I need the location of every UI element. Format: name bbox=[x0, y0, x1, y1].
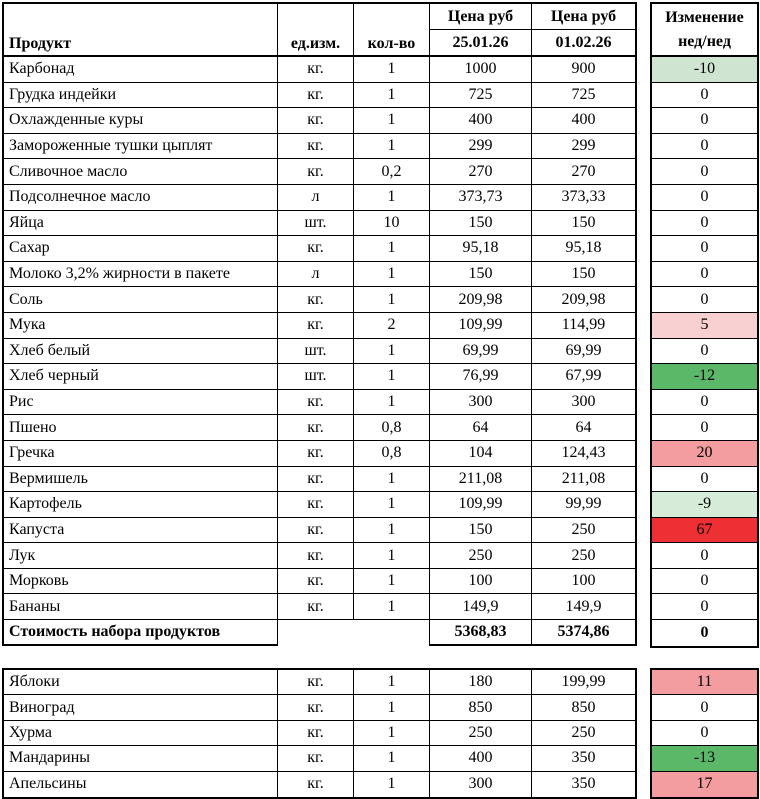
product-cell: Хлеб черный bbox=[4, 364, 278, 390]
price-new-cell: 150 bbox=[532, 211, 635, 237]
change-cell: -12 bbox=[652, 364, 757, 390]
product-cell: Бананы bbox=[4, 594, 278, 620]
qty-cell: 1 bbox=[354, 83, 430, 109]
unit-cell: кг. bbox=[278, 518, 354, 544]
price-old-cell: 76,99 bbox=[430, 364, 532, 390]
price-old-cell: 300 bbox=[430, 390, 532, 416]
product-cell: Замороженные тушки цыплят bbox=[4, 134, 278, 160]
price-old-cell: 64 bbox=[430, 415, 532, 441]
qty-cell: 1 bbox=[354, 518, 430, 544]
product-cell: Пшено bbox=[4, 415, 278, 441]
unit-cell: кг. bbox=[278, 721, 354, 746]
price-new-cell: 114,99 bbox=[532, 313, 635, 339]
change-cell: 0 bbox=[652, 185, 757, 211]
col-header-change-line1: Изменение bbox=[665, 9, 744, 27]
price-new-cell: 95,18 bbox=[532, 236, 635, 262]
price-new-cell: 299 bbox=[532, 134, 635, 160]
price-old-cell: 300 bbox=[430, 772, 532, 797]
product-cell: Вермишель bbox=[4, 467, 278, 493]
price-old-cell: 373,73 bbox=[430, 185, 532, 211]
col-header-date-new: 01.02.26 bbox=[532, 30, 635, 57]
product-cell: Хлеб белый bbox=[4, 339, 278, 365]
col-header-product: Продукт bbox=[4, 4, 278, 57]
unit-cell: л bbox=[278, 185, 354, 211]
price-old-cell: 725 bbox=[430, 83, 532, 109]
qty-cell: 1 bbox=[354, 467, 430, 493]
price-old-cell: 250 bbox=[430, 543, 532, 569]
product-cell: Подсолнечное масло bbox=[4, 185, 278, 211]
price-new-cell: 64 bbox=[532, 415, 635, 441]
product-cell: Охлажденные куры bbox=[4, 108, 278, 134]
unit-cell: кг. bbox=[278, 594, 354, 620]
qty-cell: 1 bbox=[354, 670, 430, 695]
unit-cell: кг. bbox=[278, 441, 354, 467]
change-column bbox=[650, 2, 759, 648]
qty-cell: 1 bbox=[354, 746, 430, 771]
price-new-cell: 350 bbox=[532, 746, 635, 771]
product-cell: Мука bbox=[4, 313, 278, 339]
change-cell: 0 bbox=[652, 569, 757, 595]
total-empty-unit-cell bbox=[278, 620, 354, 646]
price-old-cell: 250 bbox=[430, 721, 532, 746]
change-cell: 17 bbox=[652, 772, 757, 797]
price-new-cell: 100 bbox=[532, 569, 635, 595]
price-old-cell: 850 bbox=[430, 695, 532, 720]
price-old-cell: 109,99 bbox=[430, 313, 532, 339]
change-cell: 0 bbox=[652, 159, 757, 185]
change-cell: 0 bbox=[652, 211, 757, 237]
unit-cell: кг. bbox=[278, 492, 354, 518]
unit-cell: кг. bbox=[278, 467, 354, 493]
product-cell: Морковь bbox=[4, 569, 278, 595]
price-old-cell: 299 bbox=[430, 134, 532, 160]
price-old-cell: 150 bbox=[430, 211, 532, 237]
change-cell: 0 bbox=[652, 262, 757, 288]
price-new-cell: 373,33 bbox=[532, 185, 635, 211]
unit-cell: кг. bbox=[278, 236, 354, 262]
unit-cell: кг. bbox=[278, 287, 354, 313]
price-new-cell: 350 bbox=[571, 775, 596, 793]
unit-cell: кг. bbox=[278, 313, 354, 339]
product-cell: Картофель bbox=[4, 492, 278, 518]
change-cell: 0 bbox=[652, 134, 757, 160]
col-header-qty: кол-во bbox=[354, 4, 430, 57]
col-header-price-new: Цена руб bbox=[532, 4, 635, 30]
price-new-cell: 149,9 bbox=[532, 594, 635, 620]
price-new-cell: 250 bbox=[532, 518, 635, 544]
col-header-price-old: Цена руб bbox=[430, 4, 532, 30]
price-old-cell: 69,99 bbox=[430, 339, 532, 365]
price-new-cell: 300 bbox=[532, 390, 635, 416]
change-cell: -10 bbox=[652, 57, 757, 83]
qty-cell: 1 bbox=[354, 262, 430, 288]
total-label-cell: Стоимость набора продуктов bbox=[4, 620, 278, 646]
product-cell: Сливочное масло bbox=[4, 159, 278, 185]
price-old-cell: 100 bbox=[430, 569, 532, 595]
unit-cell: шт. bbox=[278, 339, 354, 365]
product-cell: Капуста bbox=[4, 518, 278, 544]
main-price-table bbox=[2, 2, 637, 646]
col-header-unit: ед.изм. bbox=[278, 4, 354, 57]
price-new-cell: 270 bbox=[532, 159, 635, 185]
product-cell: Апельсины bbox=[4, 772, 278, 797]
qty-cell: 0,8 bbox=[354, 441, 430, 467]
product-cell: Гречка bbox=[4, 441, 278, 467]
change-cell: 0 bbox=[652, 415, 757, 441]
price-old-cell: 109,99 bbox=[430, 492, 532, 518]
change-cell: 0 bbox=[652, 339, 757, 365]
total-price-new-cell: 5374,86 bbox=[532, 620, 635, 646]
product-cell: Карбонад bbox=[4, 57, 278, 83]
unit-cell: кг. bbox=[278, 159, 354, 185]
fruit-price-table bbox=[2, 668, 637, 799]
fruit-change-column bbox=[650, 668, 759, 799]
total-price-old-cell: 5368,83 bbox=[430, 620, 532, 646]
change-cell: 0 bbox=[652, 721, 757, 746]
product-cell: Виноград bbox=[4, 695, 278, 720]
product-cell: Лук bbox=[4, 543, 278, 569]
qty-cell: 10 bbox=[354, 211, 430, 237]
price-old-cell: 209,98 bbox=[430, 287, 532, 313]
unit-cell: кг. bbox=[278, 134, 354, 160]
change-cell: 67 bbox=[652, 518, 757, 544]
price-old-cell: 400 bbox=[430, 108, 532, 134]
qty-cell: 1 bbox=[354, 569, 430, 595]
unit-cell: кг. bbox=[278, 695, 354, 720]
qty-cell: 0,2 bbox=[354, 159, 430, 185]
change-cell: 0 bbox=[652, 594, 757, 620]
price-new-cell: 900 bbox=[532, 57, 635, 83]
qty-cell: 1 bbox=[354, 57, 430, 83]
col-header-change bbox=[652, 4, 757, 57]
qty-cell: 1 bbox=[354, 287, 430, 313]
col-header-date-old: 25.01.26 bbox=[430, 30, 532, 57]
price-new-cell: 400 bbox=[532, 108, 635, 134]
qty-cell: 1 bbox=[354, 695, 430, 720]
qty-cell: 1 bbox=[354, 772, 430, 797]
unit-cell: кг. bbox=[278, 415, 354, 441]
product-cell: Соль bbox=[4, 287, 278, 313]
product-cell: Хурма bbox=[4, 721, 278, 746]
product-cell: Яблоки bbox=[4, 670, 278, 695]
product-cell: Мандарины bbox=[4, 746, 278, 771]
change-cell: 0 bbox=[652, 108, 757, 134]
change-cell: -13 bbox=[652, 746, 757, 771]
qty-cell: 1 bbox=[354, 236, 430, 262]
price-new-cell: 99,99 bbox=[532, 492, 635, 518]
unit-cell: кг. bbox=[278, 390, 354, 416]
unit-cell: кг. bbox=[278, 569, 354, 595]
unit-cell: л bbox=[278, 262, 354, 288]
change-cell: 0 bbox=[652, 236, 757, 262]
change-cell: 0 bbox=[652, 695, 757, 720]
qty-cell: 1 bbox=[354, 492, 430, 518]
qty-cell: 1 bbox=[354, 543, 430, 569]
price-old-cell: 180 bbox=[430, 670, 532, 695]
price-new-cell: 725 bbox=[532, 83, 635, 109]
qty-cell: 1 bbox=[354, 594, 430, 620]
qty-cell: 1 bbox=[354, 108, 430, 134]
change-cell: 0 bbox=[652, 83, 757, 109]
change-cell: 5 bbox=[652, 313, 757, 339]
price-new-cell: 250 bbox=[532, 543, 635, 569]
qty-cell: 1 bbox=[354, 339, 430, 365]
unit-cell: шт. bbox=[278, 211, 354, 237]
product-cell: Грудка индейки bbox=[4, 83, 278, 109]
unit-cell: кг. bbox=[278, 108, 354, 134]
change-cell: 0 bbox=[652, 390, 757, 416]
total-empty-qty-cell bbox=[354, 620, 430, 646]
unit-cell: кг. bbox=[278, 746, 354, 771]
unit-cell: шт. bbox=[278, 364, 354, 390]
price-old-cell: 211,08 bbox=[430, 467, 532, 493]
qty-cell: 2 bbox=[354, 313, 430, 339]
price-old-cell: 270 bbox=[430, 159, 532, 185]
col-header-change-line2: нед/нед bbox=[678, 32, 731, 50]
change-cell: 11 bbox=[652, 670, 757, 695]
change-cell: 0 bbox=[652, 467, 757, 493]
qty-cell: 1 bbox=[354, 185, 430, 211]
price-old-cell: 150 bbox=[430, 262, 532, 288]
price-new-cell: 199,99 bbox=[532, 670, 635, 695]
product-cell: Яйца bbox=[4, 211, 278, 237]
unit-cell: кг. bbox=[278, 772, 354, 797]
price-old-cell: 150 bbox=[430, 518, 532, 544]
change-cell: 0 bbox=[652, 543, 757, 569]
qty-cell: 0,8 bbox=[354, 415, 430, 441]
qty-cell: 1 bbox=[354, 721, 430, 746]
price-old-cell: 1000 bbox=[430, 57, 532, 83]
price-new-cell: 150 bbox=[532, 262, 635, 288]
price-new-cell: 850 bbox=[532, 695, 635, 720]
price-new-cell: 67,99 bbox=[532, 364, 635, 390]
price-old-cell: 400 bbox=[430, 746, 532, 771]
price-new-cell: 124,43 bbox=[532, 441, 635, 467]
qty-cell: 1 bbox=[354, 134, 430, 160]
unit-cell: кг. bbox=[278, 543, 354, 569]
total-change-cell: 0 bbox=[700, 623, 709, 641]
change-cell: 20 bbox=[652, 441, 757, 467]
product-cell: Молоко 3,2% жирности в пакете bbox=[4, 262, 278, 288]
qty-cell: 1 bbox=[354, 364, 430, 390]
price-new-cell: 209,98 bbox=[532, 287, 635, 313]
product-cell: Рис bbox=[4, 390, 278, 416]
product-cell: Сахар bbox=[4, 236, 278, 262]
unit-cell: кг. bbox=[278, 670, 354, 695]
price-new-cell: 211,08 bbox=[532, 467, 635, 493]
price-old-cell: 95,18 bbox=[430, 236, 532, 262]
change-cell: -9 bbox=[652, 492, 757, 518]
price-old-cell: 104 bbox=[430, 441, 532, 467]
unit-cell: кг. bbox=[278, 83, 354, 109]
unit-cell: кг. bbox=[278, 57, 354, 83]
change-cell: 0 bbox=[652, 287, 757, 313]
price-new-cell: 250 bbox=[532, 721, 635, 746]
price-new-cell: 69,99 bbox=[532, 339, 635, 365]
price-old-cell: 149,9 bbox=[430, 594, 532, 620]
qty-cell: 1 bbox=[354, 390, 430, 416]
